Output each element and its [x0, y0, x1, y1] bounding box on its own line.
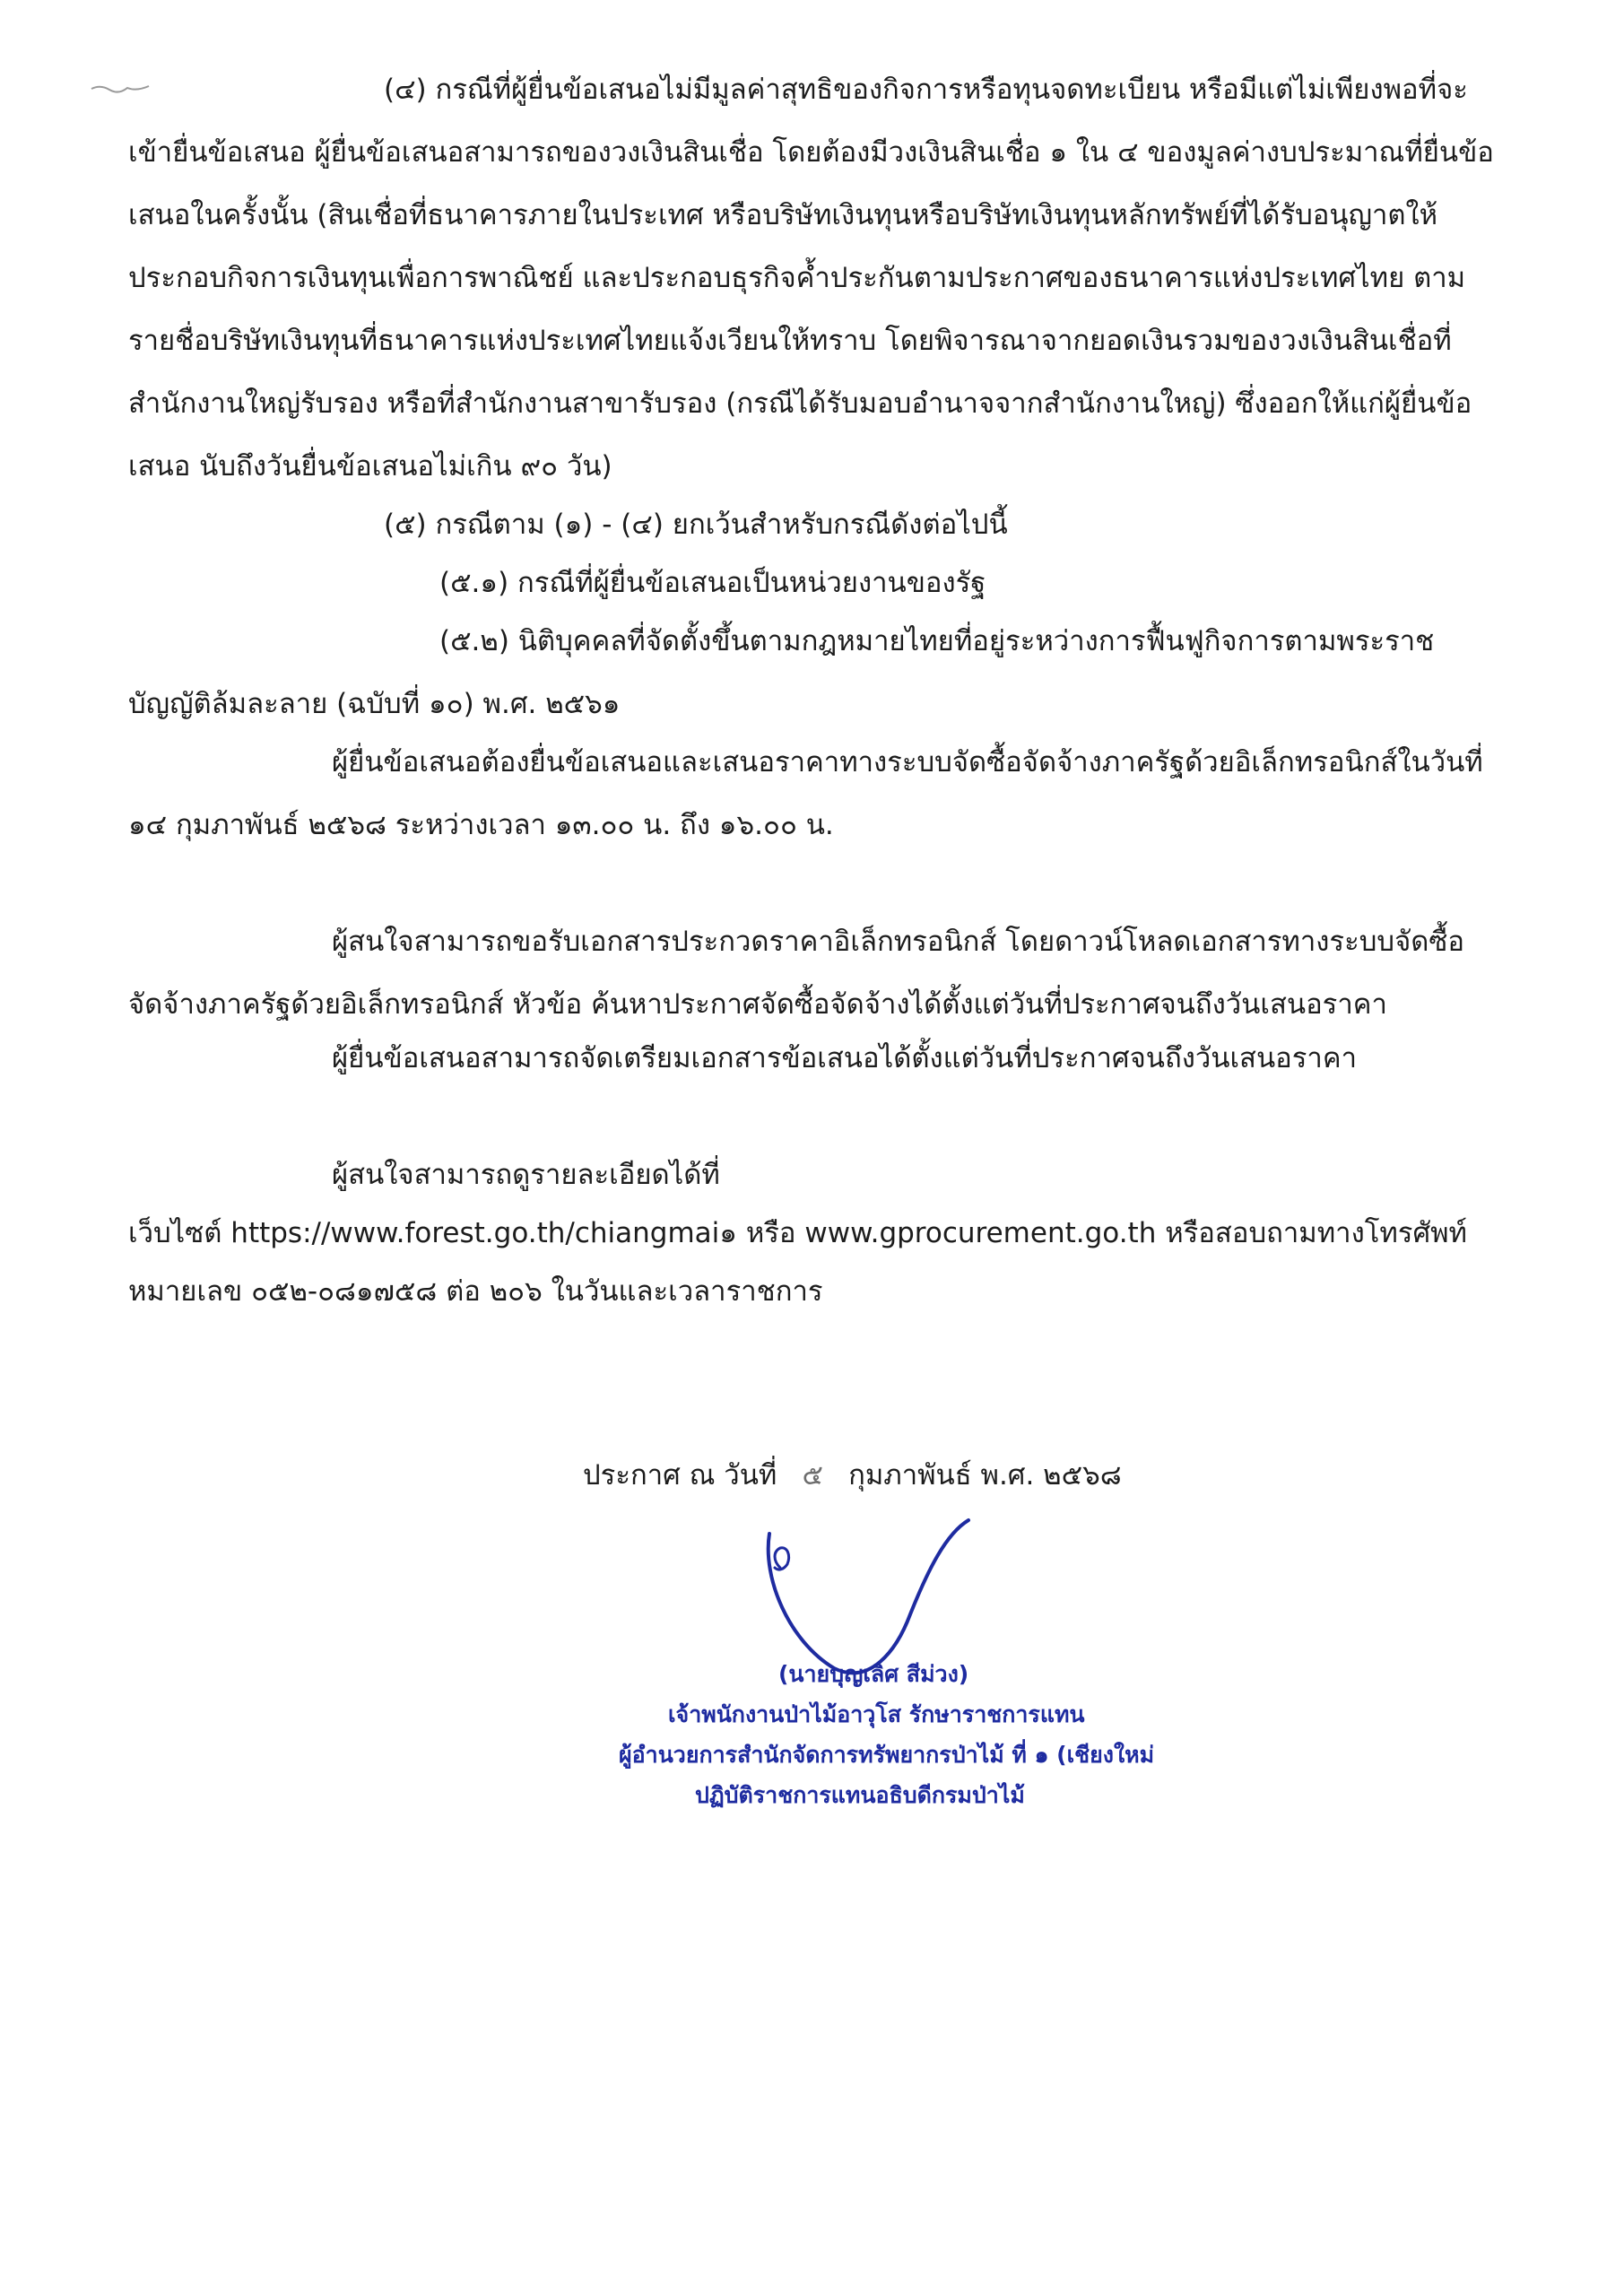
- signer-name: (นายบุญเลิศ สีม่วง): [778, 1661, 969, 1687]
- contact-line-1: ผู้สนใจสามารถดูรายละเอียดได้ที่: [332, 1159, 720, 1191]
- signer-position-3: ปฏิบัติราชการแทนอธิบดีกรมป่าไม้: [695, 1782, 1025, 1808]
- announcement-date: [583, 1457, 1122, 1493]
- contact-line-2: เว็บไซต์ https://www.forest.go.th/chiangmai๑ หรือ www.gprocurement.go.th หรือสอบถามทางโทรศัพท์: [128, 1217, 1467, 1249]
- paragraph-4-line-5: รายชื่อบริษัทเงินทุนที่ธนาคารแห่งประเทศไทยแจ้งเวียนให้ทราบ โดยพิจารณาจากยอดเงินรวมของวงเงินสินเชื่อที่: [128, 325, 1452, 357]
- documents-line-2: จัดจ้างภาครัฐด้วยอิเล็กทรอนิกส์ หัวข้อ ค้นหาประกาศจัดซื้อจัดจ้างได้ตั้งแต่วันที่ประกาศจนถึงวันเสนอราคา: [128, 988, 1387, 1021]
- announcement-date-month-year: กุมภาพันธ์ พ.ศ. ๒๕๖๘: [848, 1459, 1122, 1492]
- signer-position-1: เจ้าพนักงานป่าไม้อาวุโส รักษาราชการแทน: [668, 1701, 1085, 1727]
- preparation-line: ผู้ยื่นข้อเสนอสามารถจัดเตรียมเอกสารข้อเสนอได้ตั้งแต่วันที่ประกาศจนถึงวันเสนอราคา: [332, 1042, 1357, 1074]
- paragraph-4-line-6: สำนักงานใหญ่รับรอง หรือที่สำนักงานสาขารับรอง (กรณีได้รับมอบอำนาจจากสำนักงานใหญ่) ซึ่งออกให้แก่ผู้ยื่นข้อ: [128, 387, 1472, 420]
- item-5-1: (๕.๑) กรณีที่ผู้ยื่นข้อเสนอเป็นหน่วยงานของรัฐ: [439, 567, 986, 599]
- signer-position-2: ผู้อำนวยการสำนักจัดการทรัพยากรป่าไม้ ที่ ๑ (เชียงใหม่: [619, 1742, 1155, 1768]
- paragraph-4-line-1: (๔) กรณีที่ผู้ยื่นข้อเสนอไม่มีมูลค่าสุทธิของกิจการหรือทุนจดทะเบียน หรือมีแต่ไม่เพียงพอที่จะ: [384, 74, 1468, 106]
- contact-line-3: หมายเลข ๐๕๒-๐๘๑๗๕๘ ต่อ ๒๐๖ ในวันและเวลาราชการ: [128, 1275, 823, 1308]
- announcement-date-day: ๕: [802, 1459, 823, 1492]
- paragraph-4-line-2: เข้ายื่นข้อเสนอ ผู้ยื่นข้อเสนอสามารถของวงเงินสินเชื่อ โดยต้องมีวงเงินสินเชื่อ ๑ ใน ๔ ของมูลค่างบประมาณที่ยื่นข้อ: [128, 136, 1494, 169]
- submission-line-2: ๑๔ กุมภาพันธ์ ๒๕๖๘ ระหว่างเวลา ๑๓.๐๐ น. ถึง ๑๖.๐๐ น.: [128, 809, 834, 841]
- paragraph-4-line-4: ประกอบกิจการเงินทุนเพื่อการพาณิชย์ และประกอบธุรกิจค้ำประกันตามประกาศของธนาคารแห่งประเทศไทย ตาม: [128, 262, 1466, 294]
- paragraph-4-line-7: เสนอ นับถึงวันยื่นข้อเสนอไม่เกิน ๙๐ วัน): [128, 450, 612, 483]
- paragraph-5-heading: (๕) กรณีตาม (๑) - (๔) ยกเว้นสำหรับกรณีดังต่อไปนี้: [384, 509, 1008, 541]
- scan-mark-icon: [90, 83, 152, 95]
- submission-line-1: ผู้ยื่นข้อเสนอต้องยื่นข้อเสนอและเสนอราคาทางระบบจัดซื้อจัดจ้างภาครัฐด้วยอิเล็กทรอนิกส์ในวันที่: [332, 746, 1483, 778]
- item-5-2-line-1: (๕.๒) นิติบุคคลที่จัดตั้งขึ้นตามกฎหมายไทยที่อยู่ระหว่างการฟื้นฟูกิจการตามพระราช: [439, 625, 1435, 657]
- documents-line-1: ผู้สนใจสามารถขอรับเอกสารประกวดราคาอิเล็กทรอนิกส์ โดยดาวน์โหลดเอกสารทางระบบจัดซื้อ: [332, 926, 1465, 958]
- paragraph-4-line-3: เสนอในครั้งนั้น (สินเชื่อที่ธนาคารภายในประเทศ หรือบริษัทเงินทุนหรือบริษัทเงินทุนหลักทรัพย์ที่ได้รับอนุญาตให้: [128, 199, 1438, 231]
- announcement-date-prefix: ประกาศ ณ วันที่: [583, 1459, 777, 1492]
- item-5-2-line-2: บัญญัติล้มละลาย (ฉบับที่ ๑๐) พ.ศ. ๒๕๖๑: [128, 688, 621, 720]
